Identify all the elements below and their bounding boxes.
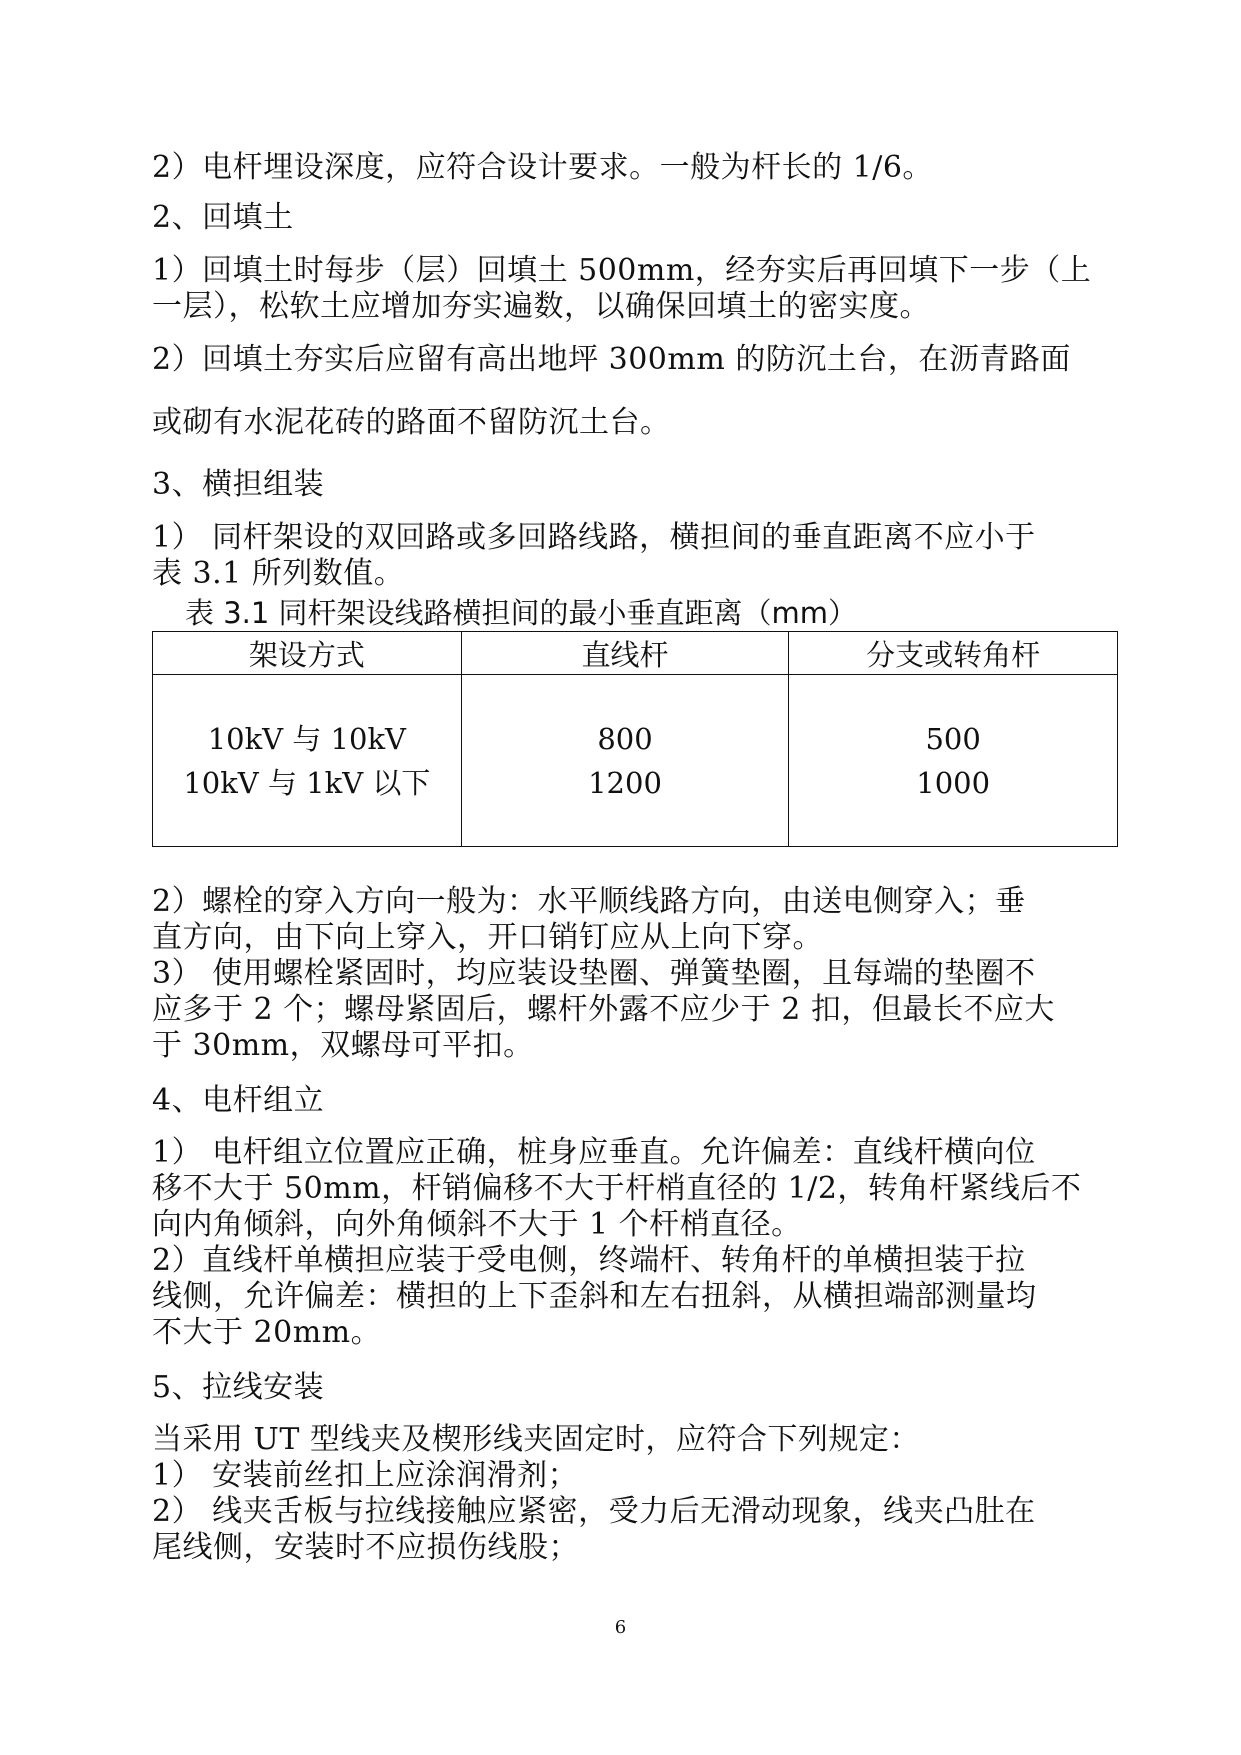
section-heading: 5、拉线安装 [152,1370,325,1405]
column-header: 架设方式 [153,632,462,675]
text-line: 1） 安装前丝扣上应涂润滑剂； [152,1458,579,1493]
text-line: 2）螺栓的穿入方向一般为：水平顺线路方向，由送电侧穿入；垂 [152,884,1026,919]
text-line: 1） 电杆组立位置应正确，桩身应垂直。允许偏差：直线杆横向位 [152,1135,1036,1170]
section-heading: 4、电杆组立 [152,1083,325,1118]
cell-value: 1200 [588,765,662,800]
column-header: 直线杆 [461,632,789,675]
text-line: 线侧，允许偏差：横担的上下歪斜和左右扭斜，从横担端部测量均 [152,1279,1037,1314]
cell-value: 800 [597,721,653,756]
text-line: 尾线侧，安装时不应损伤线股； [152,1530,579,1565]
table-cell [153,675,462,847]
text-line: 3） 使用螺栓紧固时，均应装设垫圈、弹簧垫圈，且每端的垫圈不 [152,956,1036,991]
text-line: 1） 同杆架设的双回路或多回路线路，横担间的垂直距离不应小于 [152,520,1036,555]
text-line: 或砌有水泥花砖的路面不留防沉土台。 [152,405,671,440]
text-line: 应多于 2 个；螺母紧固后，螺杆外露不应少于 2 扣，但最长不应大 [152,992,1055,1027]
table-caption: 表 3.1 同杆架设线路横担间的最小垂直距离（mm） [185,596,858,630]
text-line: 2）回填土夯实后应留有高出地坪 300mm 的防沉土台，在沥青路面 [152,342,1071,377]
text-line: 2）直线杆单横担应装于受电侧，终端杆、转角杆的单横担装于拉 [152,1243,1026,1278]
text-line: 2） 线夹舌板与拉线接触应紧密，受力后无滑动现象，线夹凸肚在 [152,1494,1036,1529]
text-line: 向内角倾斜，向外角倾斜不大于 1 个杆梢直径。 [152,1207,802,1242]
text-line: 直方向，由下向上穿入，开口销钉应从上向下穿。 [152,920,823,955]
cell-value: 1000 [916,765,991,800]
table-header-row [153,632,1118,675]
page-number: 6 [614,1617,627,1638]
text-line: 表 3.1 所列数值。 [152,556,405,591]
text-line: 1）回填土时每步（层）回填土 500mm，经夯实后再回填下一步（上 [152,253,1092,288]
text-line: 于 30mm，双螺母可平扣。 [152,1028,534,1063]
table-row [153,675,1118,847]
spacing-table [152,631,1118,847]
text-line: 一层），松软土应增加夯实遍数，以确保回填土的密实度。 [152,289,930,324]
cell-value: 500 [925,721,981,756]
text-line: 移不大于 50mm，杆销偏移不大于杆梢直径的 1/2，转角杆紧线后不 [152,1171,1082,1206]
section-heading: 3、横担组装 [152,467,325,502]
text-line: 不大于 20mm。 [152,1315,382,1350]
table-cell [461,675,789,847]
text-line: 2）电杆埋设深度，应符合设计要求。一般为杆长的 1/6。 [152,150,933,185]
column-header: 分支或转角杆 [789,632,1118,675]
table-cell [789,675,1118,847]
cell-value: 10kV 与 1kV 以下 [183,765,431,800]
section-heading: 2、回填土 [152,200,294,235]
text-line: 当采用 UT 型线夹及楔形线夹固定时，应符合下列规定： [152,1422,920,1457]
cell-value: 10kV 与 10kV [207,721,406,756]
